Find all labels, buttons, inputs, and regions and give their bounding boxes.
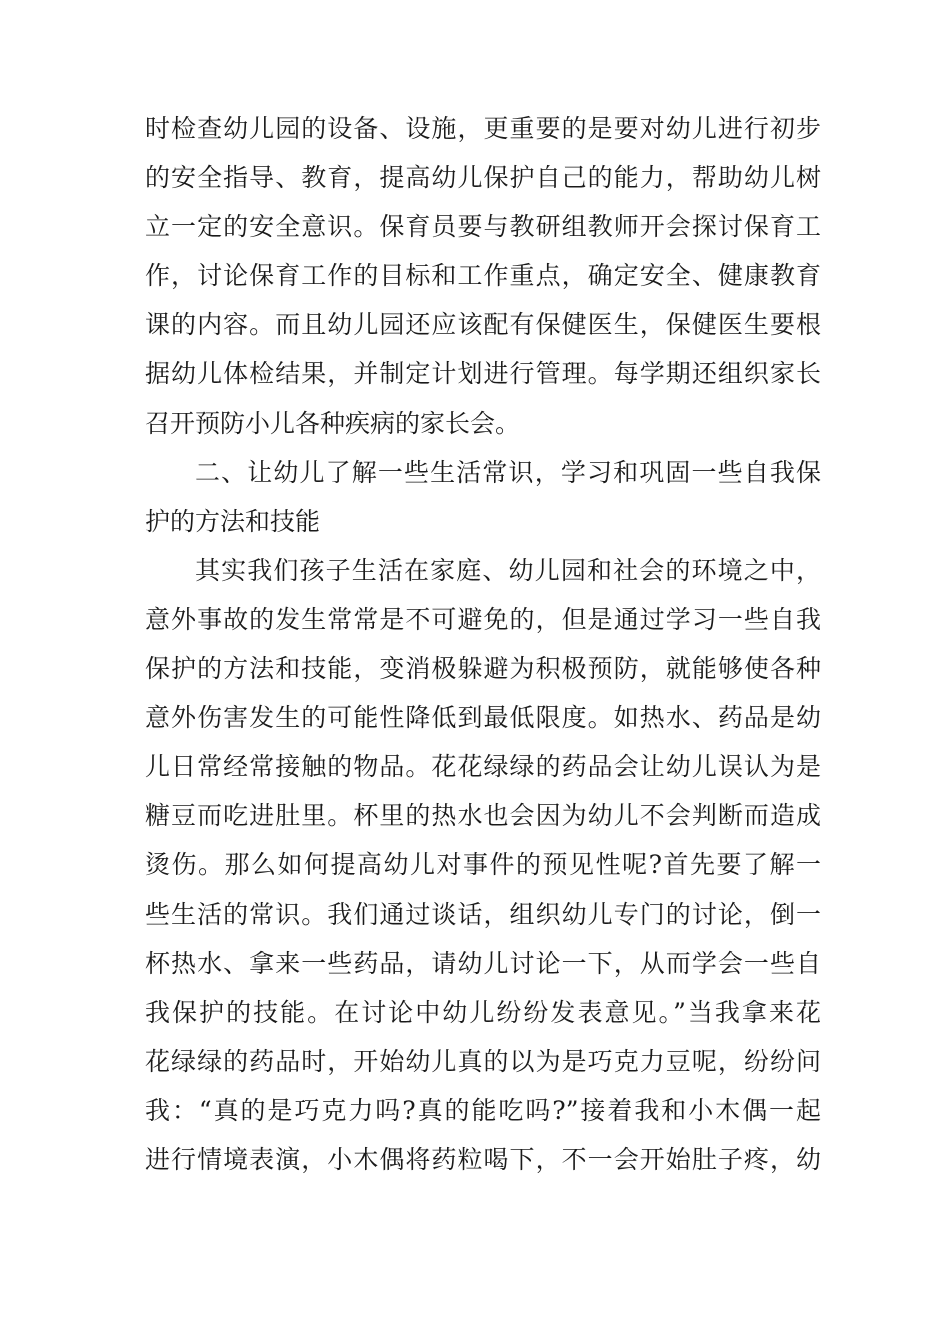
text-line: 二、让幼儿了解一些生活常识，学习和巩固一些自我保 [195,457,821,487]
text-line: 意外事故的发生常常是不可避免的，但是通过学习一些自我 [145,604,821,634]
text-line: 进行情境表演，小木偶将药粒喝下，不一会开始肚子疼，幼 [145,1144,821,1174]
text-line: 立一定的安全意识。保育员要与教研组教师开会探讨保育工 [145,212,821,242]
text-line: 据幼儿体检结果，并制定计划进行管理。每学期还组织家长 [145,359,821,389]
text-line: 课的内容。而且幼儿园还应该配有保健医生，保健医生要根 [145,310,821,340]
text-line: 意外伤害发生的可能性降低到最低限度。如热水、药品是幼 [145,703,821,733]
text-line: 儿日常经常接触的物品。花花绿绿的药品会让幼儿误认为是 [145,752,821,782]
text-line: 护的方法和技能 [145,506,321,536]
text-line: 烫伤。那么如何提高幼儿对事件的预见性呢?首先要了解一 [145,850,821,880]
document-body [145,104,821,1184]
text-line: 些生活的常识。我们通过谈话，组织幼儿专门的讨论，倒一 [145,899,821,929]
text-line: 糖豆而吃进肚里。杯里的热水也会因为幼儿不会判断而造成 [145,801,821,831]
text-line: 我保护的技能。在讨论中幼儿纷纷发表意见。”当我拿来花 [145,997,821,1027]
text-line: 时检查幼儿园的设备、设施，更重要的是要对幼儿进行初步 [145,114,821,143]
text-line: 花绿绿的药品时，开始幼儿真的以为是巧克力豆呢，纷纷问 [145,1046,821,1076]
text-line: 保护的方法和技能，变消极躲避为积极预防，就能够使各种 [145,654,821,684]
text-line: 召开预防小儿各种疾病的家长会。 [145,408,521,438]
text-line: 杯热水、拿来一些药品，请幼儿讨论一下，从而学会一些自 [145,948,821,978]
text-line: 的安全指导、教育，提高幼儿保护自己的能力，帮助幼儿树 [145,163,821,193]
text-line: 其实我们孩子生活在家庭、幼儿园和社会的环境之中， [195,555,821,585]
text-line: 我：“真的是巧克力吗?真的能吃吗?”接着我和小木偶一起 [145,1095,821,1125]
text-line: 作，讨论保育工作的目标和工作重点，确定安全、健康教育 [145,261,821,291]
